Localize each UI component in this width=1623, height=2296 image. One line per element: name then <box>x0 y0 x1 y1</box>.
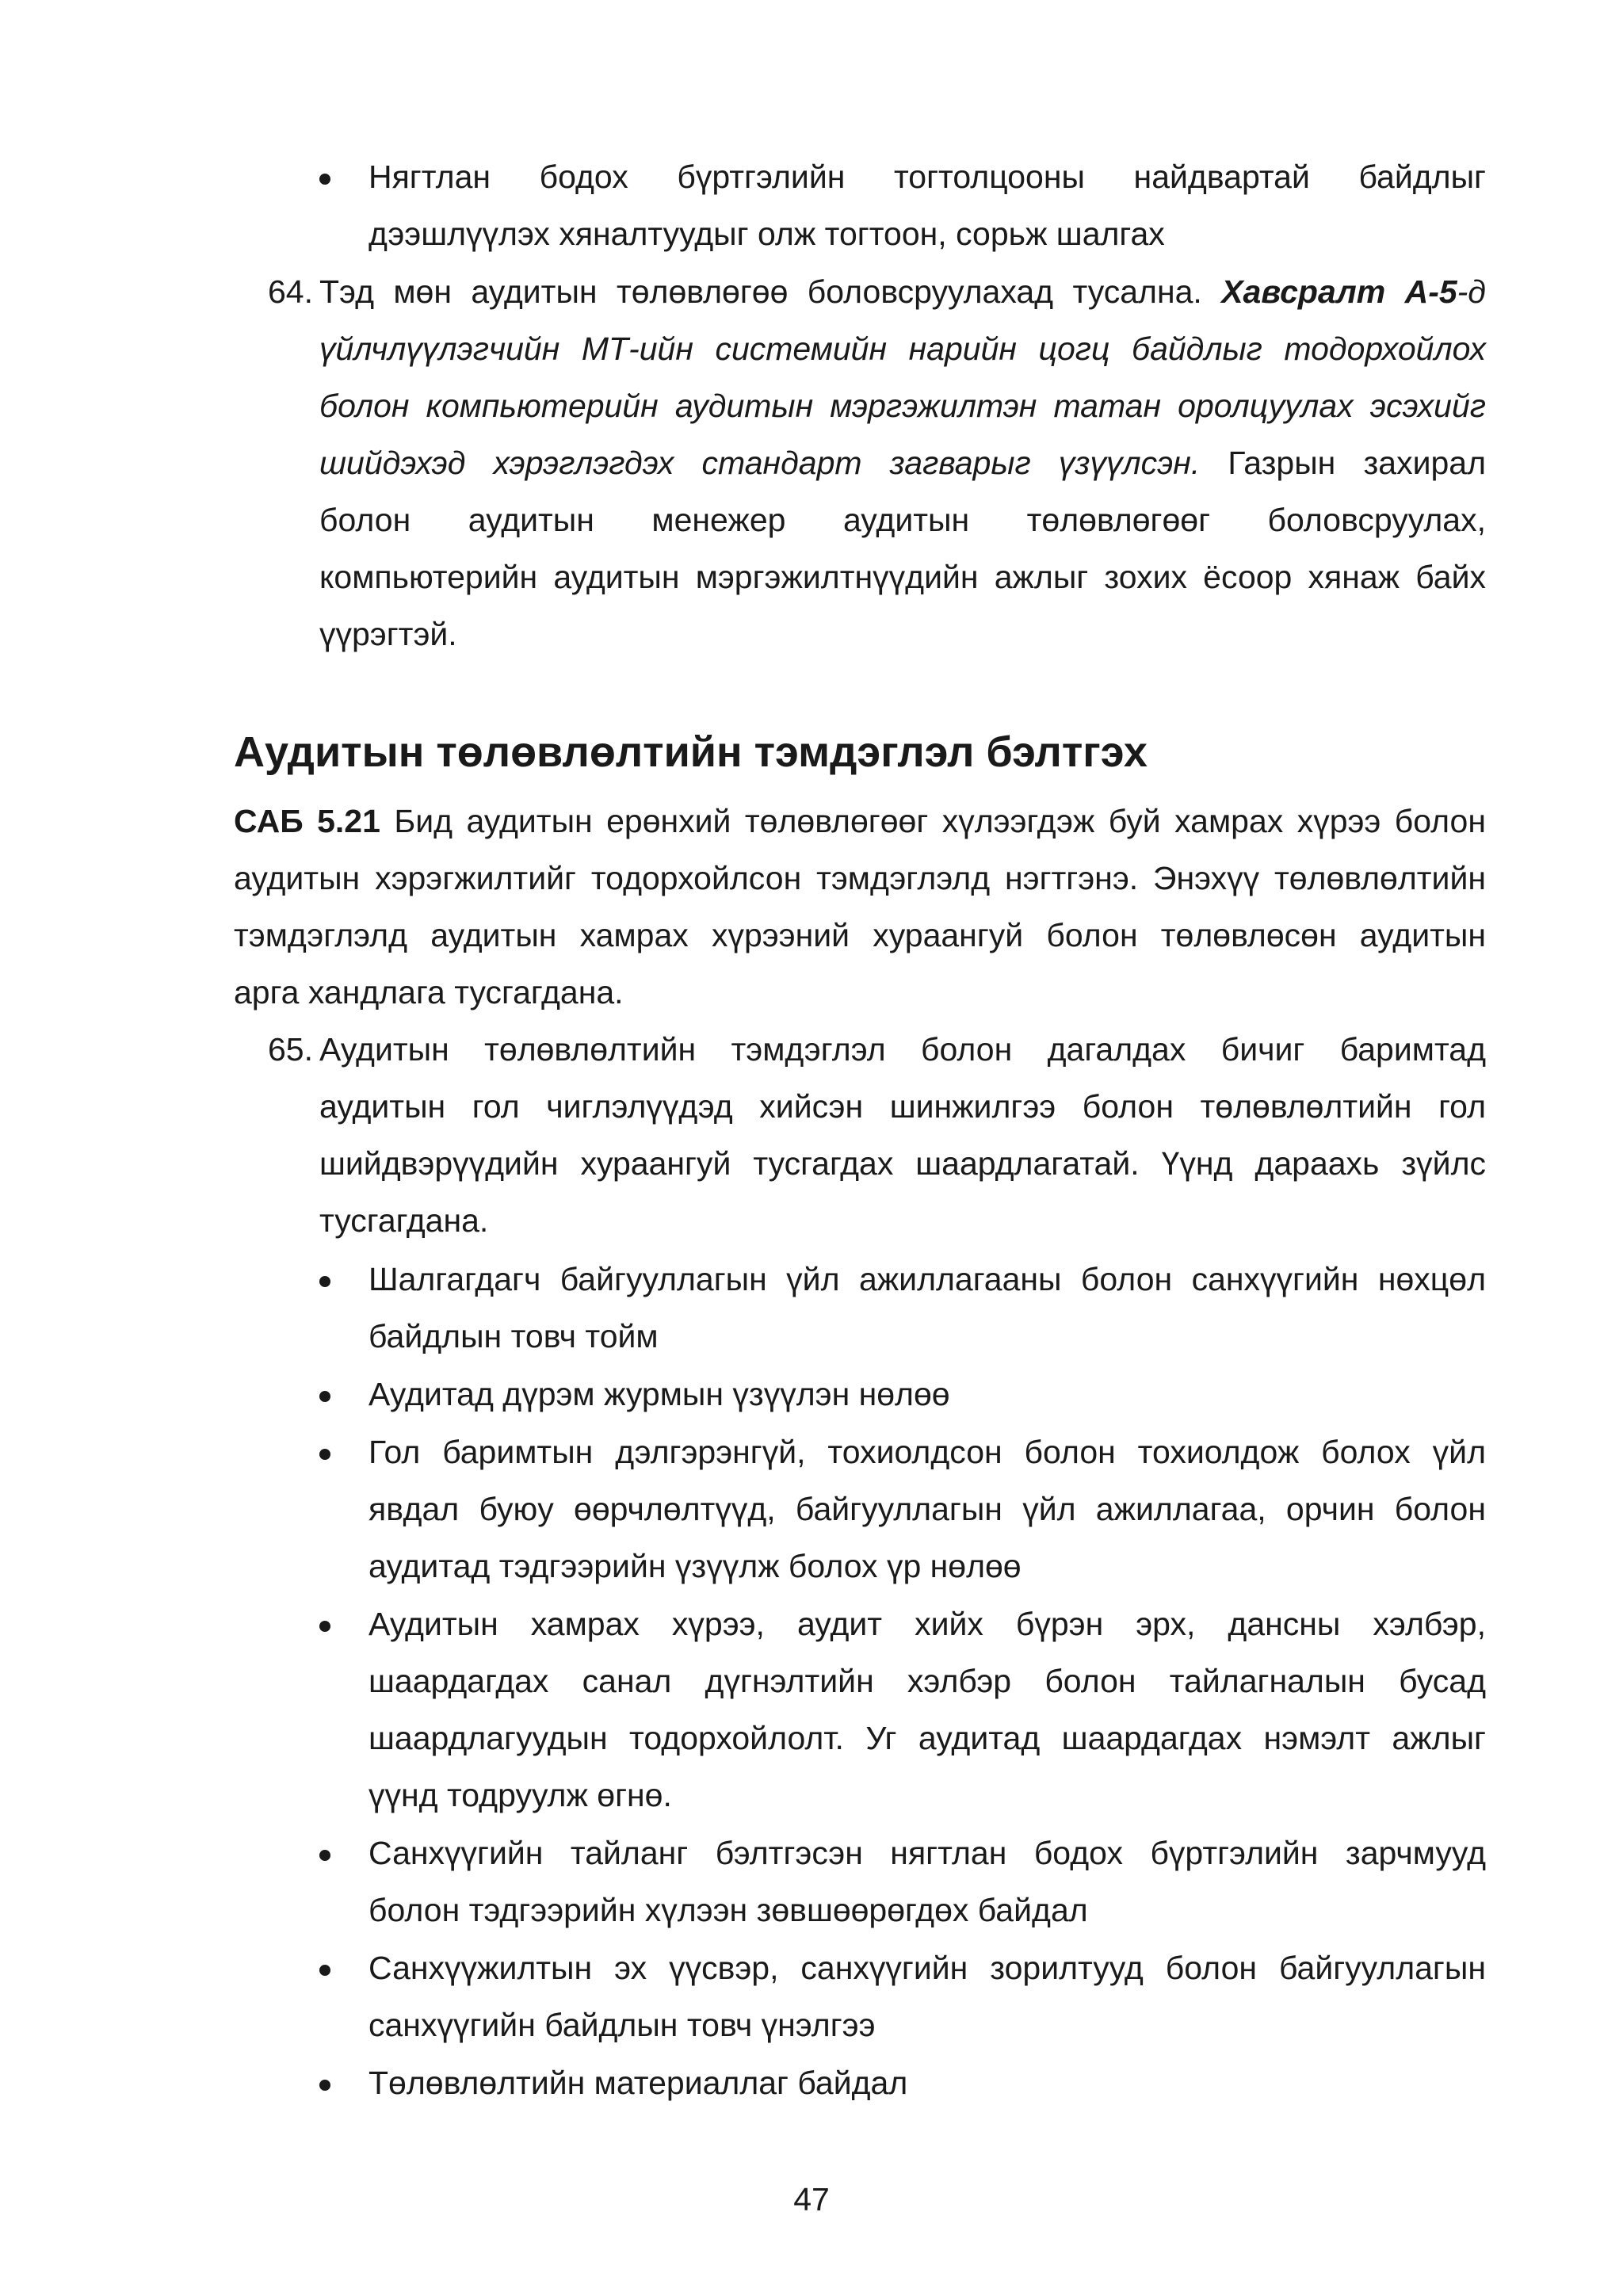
item-64-appendix-ref <box>1221 273 1486 310</box>
bullet-dot <box>319 1391 330 1402</box>
saab-line-2: аудитын хэрэгжилтийг тодорхойлсон тэмдэглэлд нэгтгэнэ. Энэхүү төлөвлөлтийн <box>234 860 1486 896</box>
item-65-line-3: шийдвэрүүдийн хураангуй тусгагдах шаардлагатай. Үүнд дараахь зүйлс <box>319 1145 1486 1182</box>
item-64-line-1 <box>319 273 1486 311</box>
saab-line-3: тэмдэглэлд аудитын хамрах хүрээний хураангуй болон төлөвлөсөн аудитын <box>234 917 1486 953</box>
item-65-line-4: тусгагдана. <box>319 1202 489 1239</box>
bullet-dot <box>319 1449 330 1460</box>
bullet-dot <box>319 1276 330 1287</box>
bullet-2-line-1: Аудитад дүрэм журмын үзүүлэн нөлөө <box>369 1376 950 1412</box>
bullet-4-line-1: Аудитын хамрах хүрээ, аудит хийх бүрэн эрх, дансны хэлбэр, <box>369 1606 1486 1642</box>
bullet-top-line-1: Нягтлан бодох бүртгэлийн тогтолцооны найдвартай байдлыг <box>369 159 1486 195</box>
saab-line-4: арга хандлага тусгагдана. <box>234 974 624 1010</box>
item-64-line-4-plain: Газрын захирал <box>1228 445 1486 481</box>
item-64-line-2-text: үйлчлүүлэгчийн МТ-ийн системийн нарийн цогц байдлыг тодорхойлох <box>319 330 1486 367</box>
bullet-7-line-1: Төлөвлөлтийн материаллаг байдал <box>369 2065 908 2101</box>
item-64-line-3 <box>319 388 1486 425</box>
item-64-line-2 <box>319 330 1486 368</box>
item-64-line-3-text: болон компьютерийн аудитын мэргэжилтэн татан оролцуулах эсэхийг <box>319 388 1486 424</box>
bullet-dot <box>319 1621 330 1632</box>
appendix-suffix: -д <box>1457 273 1486 310</box>
section-heading: Аудитын төлөвлөлтийн тэмдэглэл бэлтгэх <box>234 728 1148 776</box>
item-64-line-4 <box>319 445 1486 482</box>
saab-line-1-text: Бид аудитын ерөнхий төлөвлөгөөг хүлээгдэж буй хамрах хүрээ болон <box>394 803 1486 839</box>
bullet-4-line-3: шаардлагуудын тодорхойлолт. Уг аудитад шаардагдах нэмэлт ажлыг <box>369 1720 1486 1756</box>
bullet-6-line-1: Санхүүжилтын эх үүсвэр, санхүүгийн зорилтууд болон байгууллагын <box>369 1950 1486 1986</box>
bullet-3-line-2: явдал буюу өөрчлөлтүүд, байгууллагын үйл ажиллагаа, орчин болон <box>369 1491 1486 1527</box>
bullet-5-line-1: Санхүүгийн тайланг бэлтгэсэн нягтлан бодох бүртгэлийн зарчмууд <box>369 1835 1486 1871</box>
bullet-dot <box>319 1965 330 1976</box>
bullet-6-line-2: санхүүгийн байдлын товч үнэлгээ <box>369 2007 876 2043</box>
item-65-line-2: аудитын гол чиглэлүүдэд хийсэн шинжилгээ болон төлөвлөлтийн гол <box>319 1088 1486 1125</box>
saab-line-1 <box>234 803 1486 840</box>
bullet-1-line-2: байдлын товч тойм <box>369 1318 659 1354</box>
item-64-line-6: компьютерийн аудитын мэргэжилтнүүдийн ажлыг зохих ёсоор хянаж байх <box>319 559 1486 595</box>
bullet-dot <box>319 2080 330 2091</box>
item-64-line-5: болон аудитын менежер аудитын төлөвлөгөөг боловсруулах, <box>319 502 1486 538</box>
appendix-label: Хавсралт А-5 <box>1221 273 1457 310</box>
bullet-4-line-2: шаардагдах санал дүгнэлтийн хэлбэр болон тайлагналын бусад <box>369 1663 1486 1699</box>
page-number: 47 <box>793 2181 830 2218</box>
bullet-4-line-4: үүнд тодруулж өгнө. <box>369 1777 672 1813</box>
bullet-5-line-2: болон тэдгээрийн хүлээн зөвшөөрөгдөх байдал <box>369 1892 1088 1928</box>
item-65-line-1: Аудитын төлөвлөлтийн тэмдэглэл болон дагалдах бичиг баримтад <box>319 1031 1486 1068</box>
bullet-3-line-1: Гол баримтын дэлгэрэнгүй, тохиолдсон болон тохиолдож болох үйл <box>369 1434 1486 1470</box>
bullet-1-line-1: Шалгагдагч байгууллагын үйл ажиллагааны болон санхүүгийн нөхцөл <box>369 1261 1486 1297</box>
item-64-line-1-text: Тэд мөн аудитын төлөвлөгөө боловсруулахад тусална. <box>319 273 1202 310</box>
item-65-number: 65. <box>268 1031 313 1068</box>
bullet-dot <box>319 1850 330 1861</box>
item-64-number: 64. <box>268 273 313 310</box>
bullet-top-line-2: дээшлүүлэх хяналтуудыг олж тогтоон, сорьж шалгах <box>369 216 1165 252</box>
item-64-line-4-italic: шийдэхэд хэрэглэгдэх стандарт загварыг үзүүлсэн. <box>319 445 1201 481</box>
item-64-line-7: үүрэгтэй. <box>319 616 457 652</box>
bullet-3-line-3: аудитад тэдгээрийн үзүүлж болох үр нөлөө <box>369 1548 1022 1584</box>
bullet-dot <box>319 174 330 185</box>
saab-label: САБ 5.21 <box>234 803 380 839</box>
